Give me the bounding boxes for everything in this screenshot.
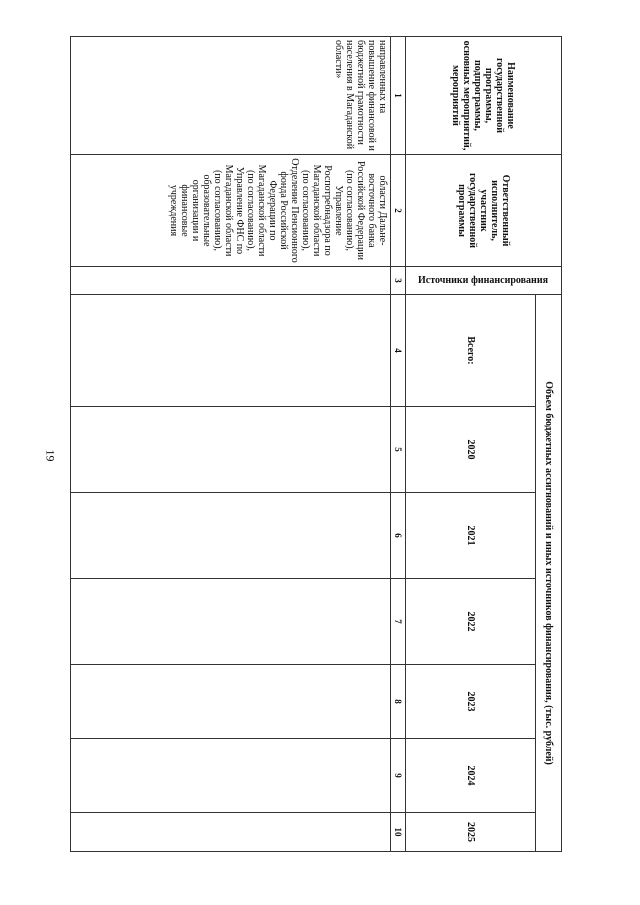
column-number: 4 — [391, 295, 406, 407]
row-value-2022 — [71, 579, 391, 665]
table-container — [70, 36, 562, 851]
page-number: 19 — [43, 449, 58, 462]
header-funding-source — [406, 267, 562, 295]
row-value-2023 — [71, 665, 391, 739]
header-year-2025: 2025 — [406, 813, 536, 852]
header-year-2023: 2023 — [406, 665, 536, 739]
row-funding-source — [71, 267, 391, 295]
header-year-2021: 2021 — [406, 493, 536, 579]
header-year-2022: 2022 — [406, 579, 536, 665]
header-row-1 — [536, 37, 562, 852]
row-value-2024 — [71, 739, 391, 813]
column-number: 1 — [391, 37, 406, 155]
row-value-2025 — [71, 813, 391, 852]
column-number: 10 — [391, 813, 406, 852]
table-row — [71, 37, 391, 852]
row-value-2021 — [71, 493, 391, 579]
column-number: 3 — [391, 267, 406, 295]
row-program-name: направленных на повышение финансовой и бюджетной грамотности населения в Магаданской области» — [71, 37, 391, 155]
header-responsible: Ответственный исполнитель, участник государственной программы — [406, 155, 562, 267]
column-number: 7 — [391, 579, 406, 665]
row-value-total — [71, 295, 391, 407]
row-responsible: области Дальне-восточного банка Российской Федерации (по согласованию), Управление Роспотребнадзора по Магаданской области (по согласованию), Отделение Пенсионного фонда Российской Федерации по Магаданской области (по согласованию), Управление ФНС по Магаданской области (по согласованию), образовательные организации и финансовые учреждения — [71, 155, 391, 267]
column-number-row — [391, 37, 406, 852]
column-number: 6 — [391, 493, 406, 579]
column-number: 5 — [391, 407, 406, 493]
header-program-name: Наименование государственной программы, подпрограммы, основных мероприятий, мероприятий — [406, 37, 562, 155]
column-number: 2 — [391, 155, 406, 267]
header-year-total: Всего: — [406, 295, 536, 407]
funding-table — [70, 36, 562, 852]
column-number: 9 — [391, 739, 406, 813]
header-year-2024: 2024 — [406, 739, 536, 813]
header-year-2020: 2020 — [406, 407, 536, 493]
header-funding-group: Объем бюджетных ассигнований и иных источников финансирования, (тыс. рублей) — [536, 295, 562, 852]
column-number: 8 — [391, 665, 406, 739]
header-funding-source-text: Источники финансирования — [418, 275, 549, 286]
row-value-2020 — [71, 407, 391, 493]
